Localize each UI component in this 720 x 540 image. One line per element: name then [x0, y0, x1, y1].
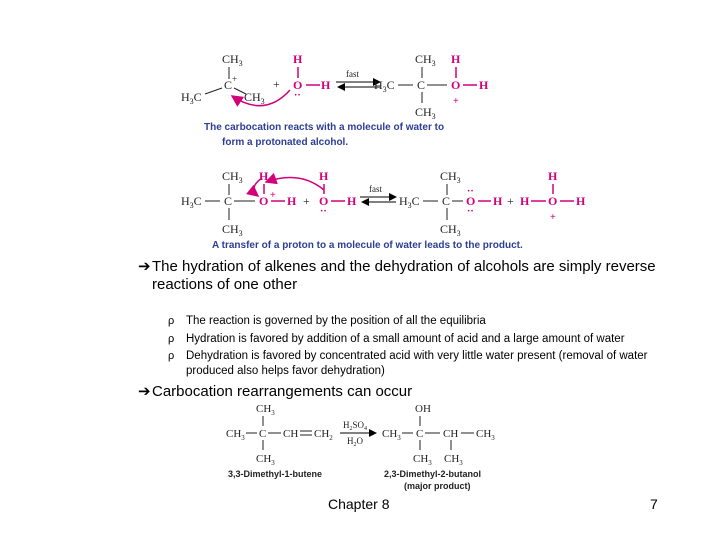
sub-bullet-1-text: The reaction is governed by the position of all the equilibria — [186, 315, 486, 327]
s2-h3c: $H_3C$ — [181, 194, 202, 210]
s3-reagent-top: $H_2SO_4$ — [343, 420, 368, 432]
s3-product-name: 2,3-Dimethyl-2-butanol — [384, 469, 482, 479]
s2-c: C — [224, 194, 233, 208]
s2-ch3-top: $CH_3$ — [222, 169, 243, 185]
bullet-1 — [138, 258, 678, 294]
s2-o-plus: + — [270, 190, 276, 201]
sub-bullet-2-text: Hydration is favored by addition of a small amount of acid and a large amount of water — [186, 333, 625, 345]
s3-p-ch: CH — [443, 428, 459, 440]
s3-r-ch2: $CH_2$ — [314, 428, 333, 442]
sub-bullet-3 — [138, 349, 678, 379]
s1-lone-pair: ·· — [294, 90, 301, 101]
s2-p-ch3-bottom: $CH_3$ — [440, 222, 461, 238]
s3-p-ch3-bottom1: $CH_3$ — [413, 453, 432, 467]
s3-r-ch3-left: $CH_3$ — [226, 428, 245, 442]
sub-bullet-1 — [138, 314, 678, 329]
arrow-bullet-icon: ➔ — [138, 258, 151, 275]
bullet-1-text: The hydration of alkenes and the dehydration of alcohols are simply reverse reactions of one other — [152, 258, 656, 293]
s2-o: O — [259, 194, 269, 208]
s1-p-c: C — [417, 78, 426, 92]
s3-reactant-name: 3,3-Dimethyl-1-butene — [228, 469, 323, 479]
s2-h3o-o: O — [548, 194, 558, 208]
s1-arrow-label: fast — [346, 69, 359, 79]
s1-p-ch3-bottom: $CH_3$ — [415, 105, 436, 121]
s3-r-c: C — [259, 428, 267, 440]
sub-bullet-3-text: Dehydration is favored by concentrated acid with very little water present (removal of water produced also helps favor dehydration) — [186, 350, 648, 377]
footer-chapter: Chapter 8 — [328, 496, 390, 512]
s2-p-lone-pair-bottom: ·· — [467, 206, 474, 217]
s2-w-o: O — [319, 194, 329, 208]
s3-r-ch3-top: $CH_3$ — [256, 403, 275, 417]
s1-p-h3c: $H_3C$ — [374, 78, 395, 94]
s1-p-h-top: H — [451, 52, 461, 66]
s1-water-o: O — [293, 78, 303, 92]
s1-h3c: $H_3C$ — [181, 90, 202, 106]
s2-w-h-top: H — [319, 169, 329, 183]
s1-ch3-top: $CH_3$ — [222, 52, 243, 68]
p-bullet-icon: ρ — [168, 350, 175, 362]
step1-reaction — [181, 52, 489, 121]
bullet-2 — [138, 383, 678, 401]
s3-p-ch3-right: $CH_3$ — [476, 428, 495, 442]
s1-caption-line1: The carbocation reacts with a molecule of water to — [204, 122, 445, 133]
s1-c-plus: + — [232, 74, 238, 84]
s3-p-ch3-bottom2: $CH_3$ — [444, 453, 463, 467]
s1-water-h-top: H — [293, 52, 303, 66]
step2-reaction — [181, 169, 586, 238]
s2-curved-arrow-1 — [266, 178, 324, 191]
step3-reaction — [226, 403, 495, 467]
sub-bullet-2 — [138, 332, 678, 347]
s3-r-ch3-bottom: $CH_3$ — [256, 453, 275, 467]
s3-product-note: (major product) — [404, 481, 471, 491]
s2-ch3-bottom: $CH_3$ — [222, 222, 243, 238]
s2-h3o-plus: + — [550, 212, 556, 223]
s1-p-o-plus: + — [453, 96, 459, 107]
s2-p-ch3-top: $CH_3$ — [440, 169, 461, 185]
s1-p-ch3-top: $CH_3$ — [415, 52, 436, 68]
s3-p-ch3-left: $CH_3$ — [382, 428, 401, 442]
s1-caption-line2: form a protonated alcohol. — [222, 137, 349, 148]
s2-p-lone-pair-top: ·· — [467, 186, 474, 197]
page-number: 7 — [650, 496, 658, 512]
bullet-list — [138, 258, 678, 401]
s2-plus: + — [303, 194, 310, 208]
s2-h-top: H — [259, 169, 269, 183]
s1-plus: + — [273, 77, 280, 91]
s3-p-oh: OH — [415, 403, 431, 415]
s2-p-h3c: $H_3C$ — [399, 194, 420, 210]
s3-r-ch: CH — [283, 428, 299, 440]
p-bullet-icon: ρ — [168, 315, 175, 327]
s1-ch3-right: $CH_3$ — [244, 90, 265, 106]
s2-p-c: C — [442, 194, 451, 208]
s2-w-h-right: H — [347, 194, 357, 208]
s2-p-o: O — [466, 194, 476, 208]
s2-h3o-h-right: H — [576, 194, 586, 208]
s1-c-center: C — [224, 78, 233, 92]
s2-arrow-label: fast — [369, 184, 382, 194]
s3-p-c: C — [416, 428, 424, 440]
s3-reagent-bottom: $H_2O$ — [347, 436, 363, 448]
s1-p-h-right: H — [479, 78, 489, 92]
bullet-2-text: Carbocation rearrangements can occur — [152, 383, 413, 400]
s2-h-right: H — [287, 194, 297, 208]
s2-h3o-h-left: H — [520, 194, 530, 208]
s2-h3o-h-top: H — [548, 169, 558, 183]
s1-p-o: O — [451, 78, 461, 92]
p-bullet-icon: ρ — [168, 333, 175, 345]
arrow-bullet-icon: ➔ — [138, 383, 151, 400]
s2-p-h: H — [493, 194, 503, 208]
s2-w-lone-pair: ·· — [320, 206, 327, 217]
s2-caption: A transfer of a proton to a molecule of water leads to the product. — [212, 240, 523, 251]
s1-water-h-right: H — [321, 78, 331, 92]
s2-p-plus: + — [507, 194, 514, 208]
